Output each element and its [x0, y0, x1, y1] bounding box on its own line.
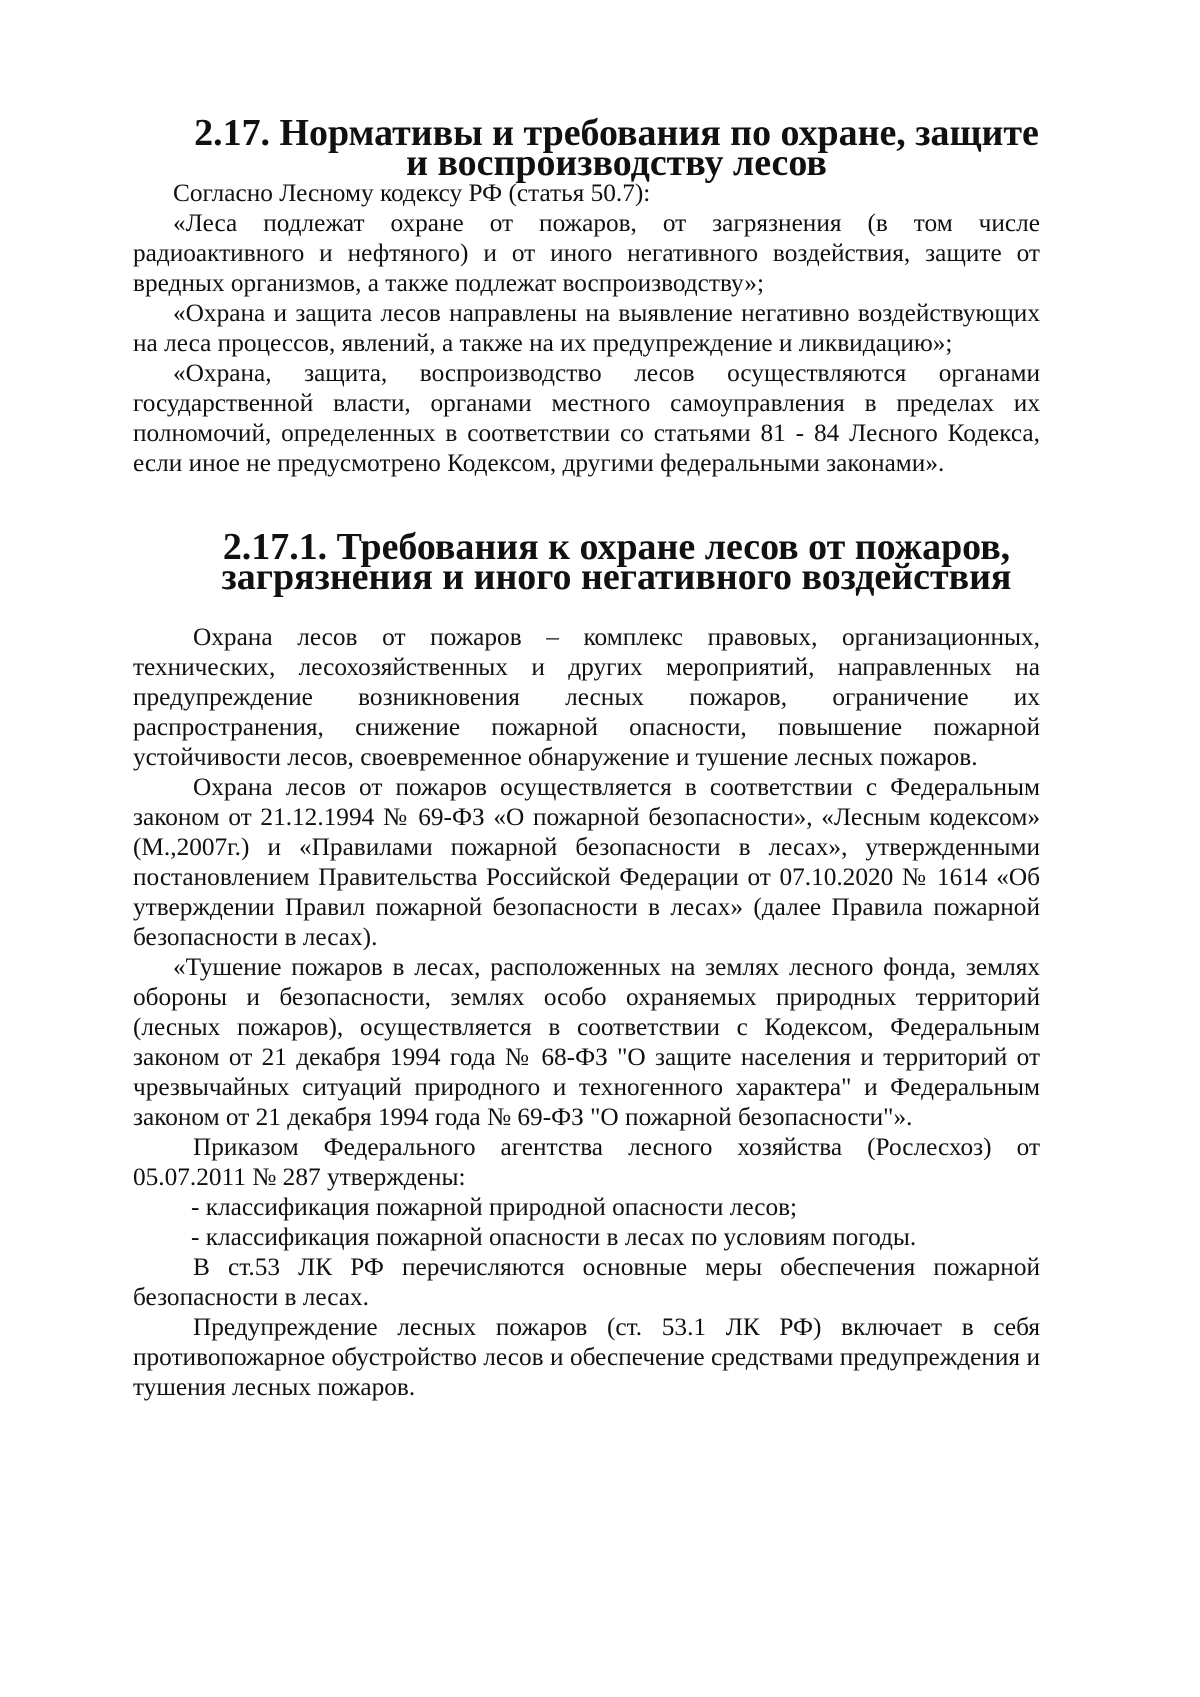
body-paragraph: В ст.53 ЛК РФ перечисляются основные меры обеспечения пожарной безопасности в лесах.: [133, 1253, 1040, 1311]
intro-paragraph: Согласно Лесному кодексу РФ (статья 50.7):: [173, 179, 651, 207]
list-item: - классификация пожарной опасности в лесах по условиям погоды.: [191, 1223, 917, 1251]
body-paragraph: «Тушение пожаров в лесах, расположенных на землях лесного фонда, землях обороны и безопасности, землях особо охраняемых природных территорий (лесных пожаров), осуществляется в соответствии с Кодексом, Федеральным законом от 21 декабря 1994 года № 68-ФЗ "О защите населения и территорий от чрезвычайных ситуаций природного и техногенного характера" и Федеральным законом от 21 декабря 1994 года № 69-ФЗ "О пожарной безопасности"».: [133, 953, 1040, 1131]
section-heading-2-17-1: 2.17.1. Требования к охране лесов от пожаров, загрязнения и иного негативного воздействия: [221, 526, 1012, 598]
section-spacer: [133, 478, 1040, 532]
body-paragraph: Охрана лесов от пожаров осуществляется в соответствии с Федеральным законом от 21.12.1994 № 69-ФЗ «О пожарной безопасности», «Лесным кодексом» (М.,2007г.) и «Правилами пожарной безопасности в лесах», утвержденными постановлением Правительства Российской Федерации от 07.10.2020 № 1614 «Об утверждении Правил пожарной безопасности в лесах» (далее Правила пожарной безопасности в лесах).: [133, 773, 1040, 951]
quote-paragraph: «Охрана и защита лесов направлены на выявление негативно воздействующих на леса процессов, явлений, а также на их предупреждение и ликвидацию»;: [133, 299, 1040, 357]
list-item: - классификация пожарной природной опасности лесов;: [191, 1193, 798, 1221]
body-paragraph: Предупреждение лесных пожаров (ст. 53.1 ЛК РФ) включает в себя противопожарное обустройство лесов и обеспечение средствами предупреждения и тушения лесных пожаров.: [133, 1313, 1040, 1401]
quote-paragraph: «Охрана, защита, воспроизводство лесов осуществляются органами государственной власти, органами местного самоуправления в пределах их полномочий, определенных в соответствии со статьями 81 - 84 Лесного Кодекса, если иное не предусмотрено Кодексом, другими федеральными законами».: [133, 359, 1040, 477]
quote-paragraph: «Леса подлежат охране от пожаров, от загрязнения (в том числе радиоактивного и нефтяного) и от иного негативного воздействия, защите от вредных организмов, а также подлежат воспроизводству»;: [133, 209, 1040, 297]
section-heading-2-17: 2.17. Нормативы и требования по охране, защите и воспроизводству лесов: [194, 112, 1039, 184]
body-paragraph: Охрана лесов от пожаров – комплекс правовых, организационных, технических, лесохозяйственных и других мероприятий, направленных на предупреждение возникновения лесных пожаров, ограничение их распространения, снижение пожарной опасности, повышение пожарной устойчивости лесов, своевременное обнаружение и тушение лесных пожаров.: [133, 623, 1040, 771]
document-page: [133, 112, 1040, 1402]
body-paragraph: Приказом Федерального агентства лесного хозяйства (Рослесхоз) от 05.07.2011 № 287 утверждены:: [133, 1133, 1040, 1191]
